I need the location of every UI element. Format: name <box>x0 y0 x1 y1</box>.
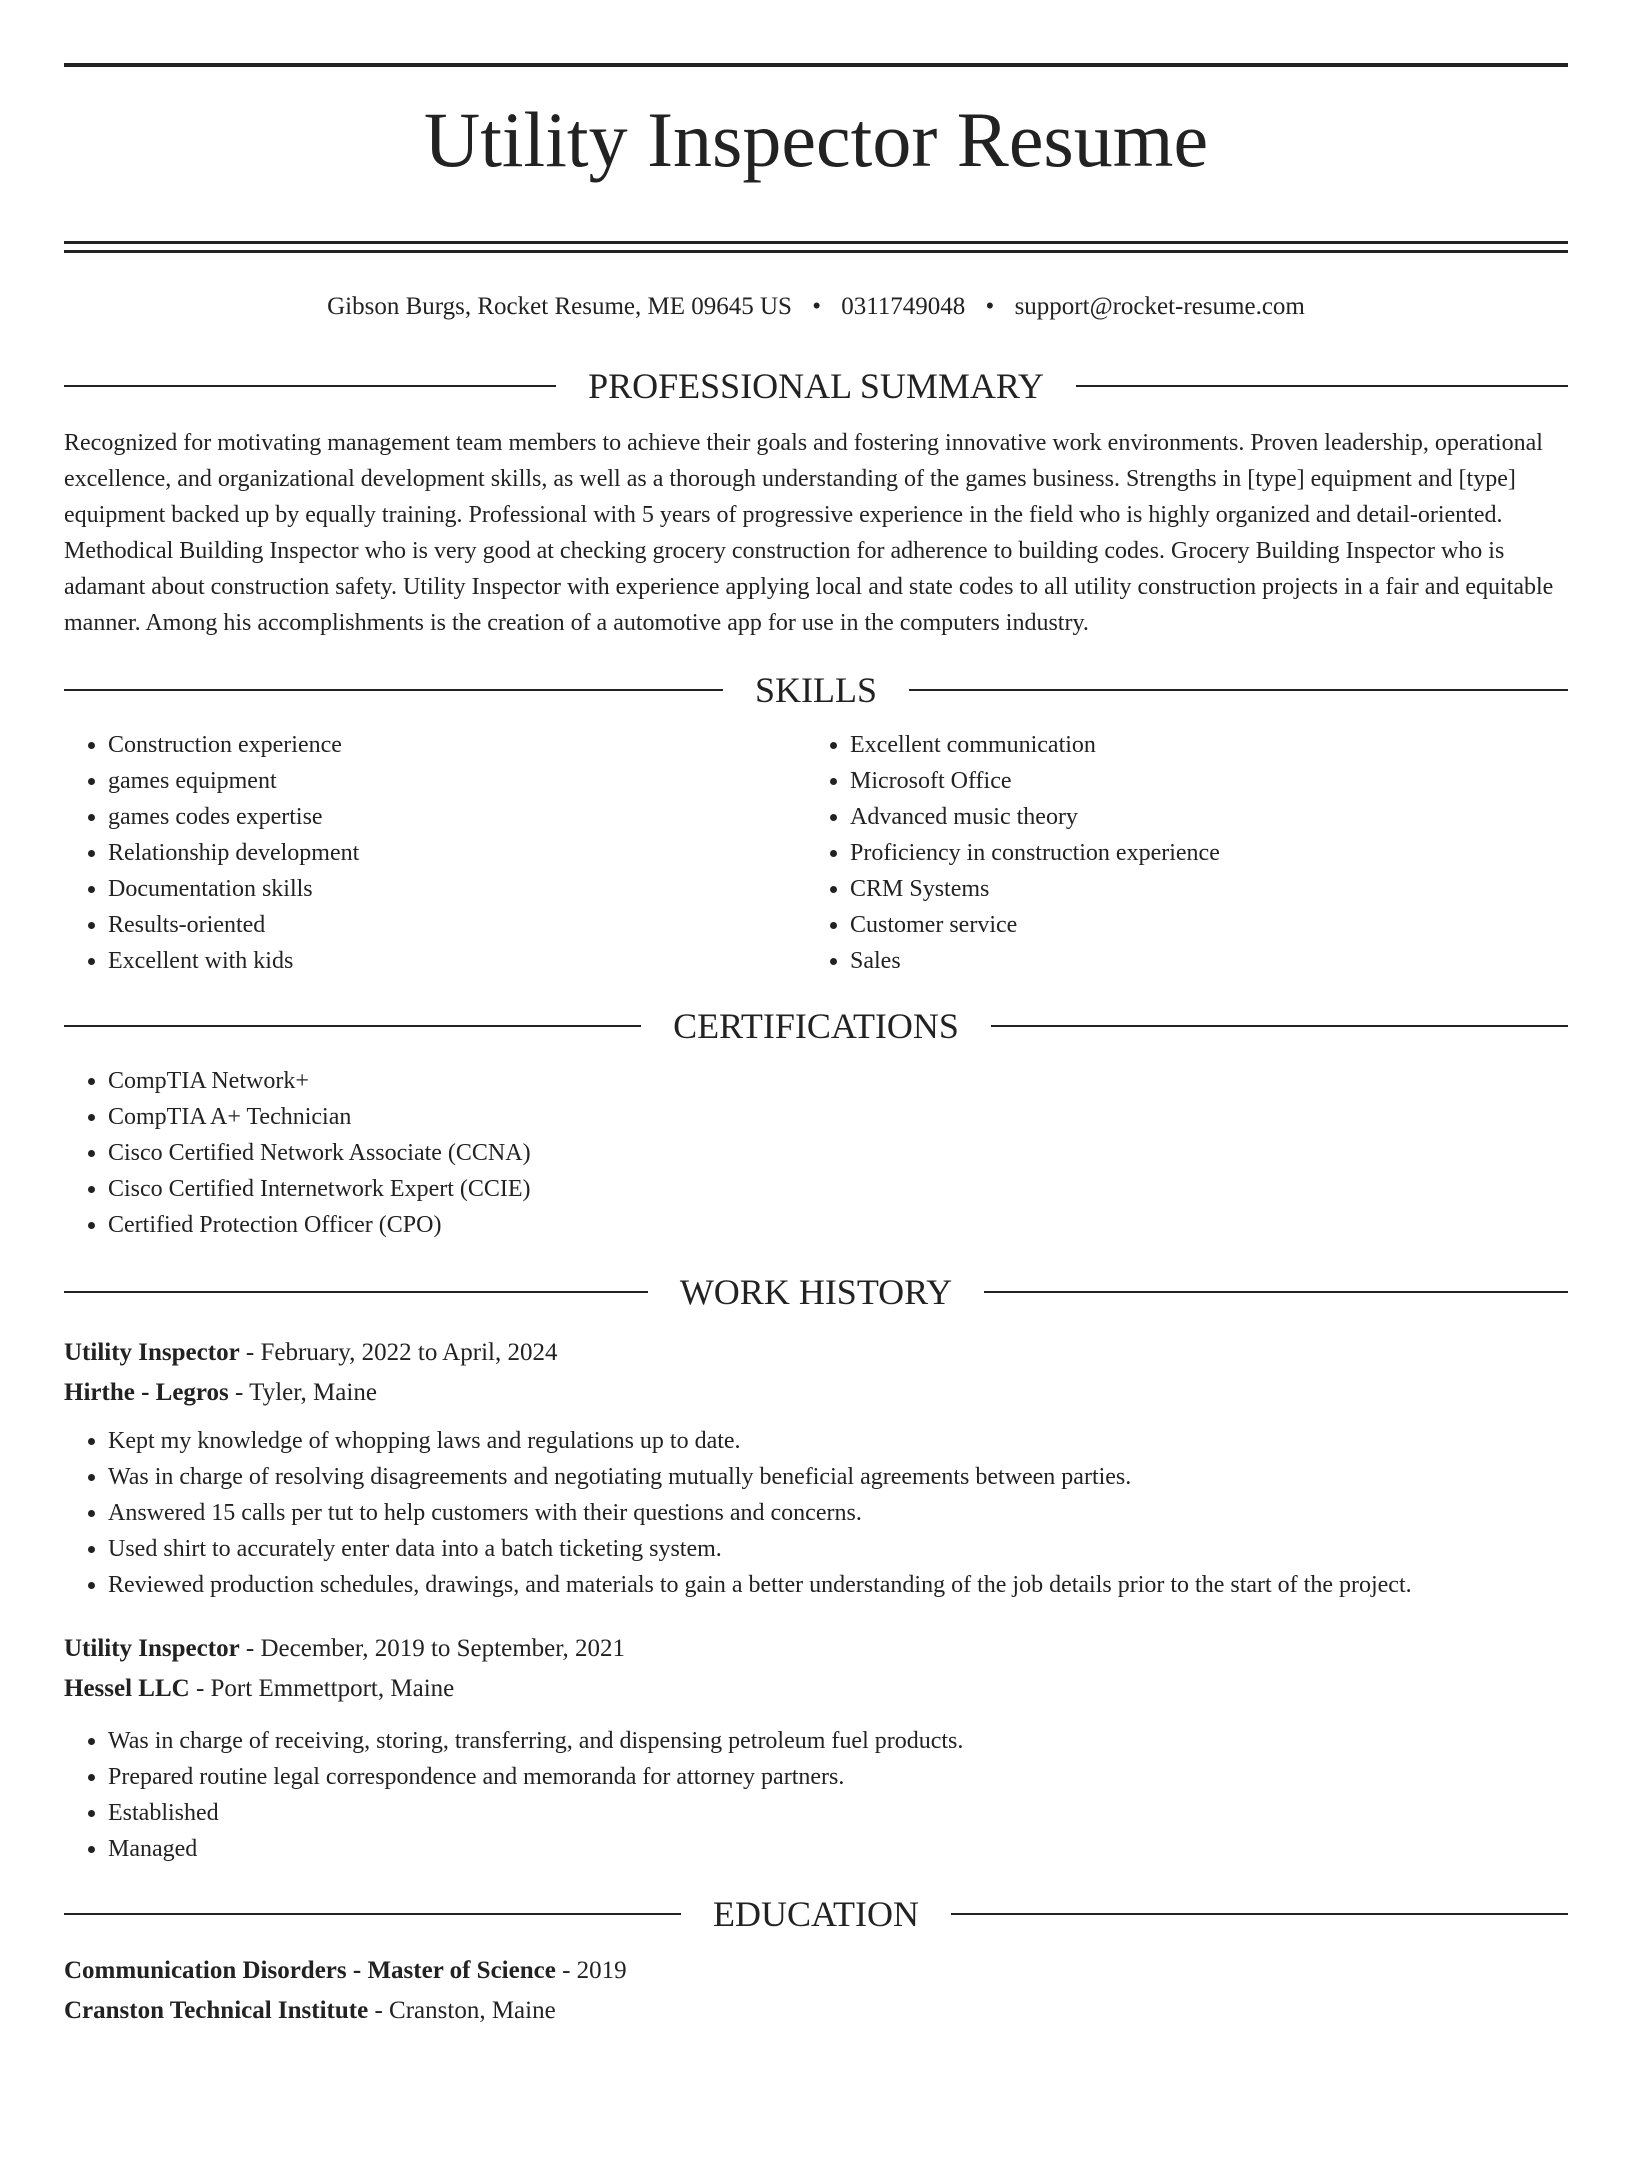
skill-item: • Microsoft Office <box>850 763 1548 799</box>
skills-columns <box>64 727 1568 979</box>
section-rule-right <box>991 1025 1568 1027</box>
section-rule-left <box>64 385 556 387</box>
work-history-heading: WORK HISTORY <box>679 1272 953 1312</box>
section-rule-left <box>64 1913 681 1915</box>
job-title-line <box>64 1629 1568 1669</box>
job-bullet: • Reviewed production schedules, drawings, and materials to gain a better understanding of the job details prior to the start of the project. <box>108 1567 1568 1603</box>
skill-item: • Construction experience <box>108 727 806 763</box>
job-bullets <box>64 1723 1568 1867</box>
contact-address: Gibson Burgs, Rocket Resume, ME 09645 US <box>327 293 792 320</box>
section-rule-right <box>984 1291 1568 1293</box>
skill-item: • games codes expertise <box>108 799 806 835</box>
education-location: - Cranston, Maine <box>368 1997 556 2024</box>
job-bullet: • Answered 15 calls per tut to help customers with their questions and concerns. <box>108 1495 1568 1531</box>
skill-item: • Sales <box>850 943 1548 979</box>
job-dates: - February, 2022 to April, 2024 <box>239 1339 558 1366</box>
resume-title: Utility Inspector Resume <box>423 96 1209 183</box>
skill-item: • Customer service <box>850 907 1548 943</box>
job-bullet: • Used shirt to accurately enter data into a batch ticketing system. <box>108 1531 1568 1567</box>
job-bullet: • Was in charge of receiving, storing, transferring, and dispensing petroleum fuel products. <box>108 1723 1568 1759</box>
contact-line <box>64 289 1568 325</box>
certification-item: • Cisco Certified Internetwork Expert (CCIE) <box>108 1171 1568 1207</box>
job-company: Hessel LLC <box>64 1675 190 1702</box>
skills-list-right <box>806 727 1548 979</box>
title-divider-upper <box>64 241 1568 244</box>
skill-item: • Excellent with kids <box>108 943 806 979</box>
summary-heading: PROFESSIONAL SUMMARY <box>588 366 1044 406</box>
job-bullets <box>64 1423 1568 1603</box>
job-title: Utility Inspector <box>64 1635 240 1662</box>
certifications-list <box>64 1063 1568 1243</box>
skills-heading: SKILLS <box>755 670 878 710</box>
skill-item: • Results-oriented <box>108 907 806 943</box>
job-bullet: • Prepared routine legal correspondence and memoranda for attorney partners. <box>108 1759 1568 1795</box>
job-dates: - December, 2019 to September, 2021 <box>239 1635 626 1662</box>
job-location: - Tyler, Maine <box>228 1379 377 1406</box>
job-bullet: • Established <box>108 1795 1568 1831</box>
certification-item: • Certified Protection Officer (CPO) <box>108 1207 1568 1243</box>
skills-list-left <box>64 727 806 979</box>
skill-item: • Excellent communication <box>850 727 1548 763</box>
education-school-line <box>64 1991 1568 2031</box>
skills-section-header <box>64 667 1568 713</box>
education-entry <box>64 1951 1568 2031</box>
job-company-line <box>64 1373 1568 1413</box>
resume-page <box>0 63 1632 2175</box>
job-company-line <box>64 1669 1568 1709</box>
summary-section-header <box>64 363 1568 409</box>
education-section-header <box>64 1891 1568 1937</box>
section-rule-left <box>64 1291 648 1293</box>
section-rule-left <box>64 689 723 691</box>
skill-item: • CRM Systems <box>850 871 1548 907</box>
section-rule-right <box>951 1913 1568 1915</box>
job-entry <box>64 1629 1568 1867</box>
skills-column-left <box>64 727 806 979</box>
skill-item: • Proficiency in construction experience <box>850 835 1548 871</box>
contact-separator: • <box>812 293 821 320</box>
job-company: Hirthe - Legros <box>64 1379 229 1406</box>
job-bullet: • Kept my knowledge of whopping laws and regulations up to date. <box>108 1423 1568 1459</box>
contact-email: support@rocket-resume.com <box>1014 293 1305 320</box>
job-bullet: • Was in charge of resolving disagreements and negotiating mutually beneficial agreements between parties. <box>108 1459 1568 1495</box>
skill-item: • games equipment <box>108 763 806 799</box>
skill-item: • Advanced music theory <box>850 799 1548 835</box>
top-divider <box>64 63 1568 67</box>
section-rule-left <box>64 1025 641 1027</box>
certification-item: • Cisco Certified Network Associate (CCNA) <box>108 1135 1568 1171</box>
certifications-section-header <box>64 1003 1568 1049</box>
certifications-heading: CERTIFICATIONS <box>673 1006 959 1046</box>
work-history-section-header <box>64 1269 1568 1315</box>
skills-column-right <box>806 727 1548 979</box>
job-location: - Port Emmettport, Maine <box>189 1675 455 1702</box>
certification-item: • CompTIA Network+ <box>108 1063 1568 1099</box>
contact-phone: 0311749048 <box>841 293 966 320</box>
section-rule-right <box>1076 385 1568 387</box>
summary-text: Recognized for motivating management team members to achieve their goals and fostering innovative work environments. Proven leadership, operational excellence, and organizational development skills, as well as a thorough understanding of the games business. Strengths in [type] equipment and [type] equipment backed up by equally training. Professional with 5 years of progressive experience in the field who is highly organized and detail-oriented. Methodical Building Inspector who is very good at checking grocery construction for adherence to building codes. Grocery Building Inspector who is adamant about construction safety. Utility Inspector with experience applying local and state codes to all utility construction projects in a fair and equitable manner. Among his accomplishments is the creation of a automotive app for use in the computers industry. <box>64 430 1554 636</box>
job-entry <box>64 1333 1568 1603</box>
education-degree-line <box>64 1951 1568 1991</box>
section-rule-right <box>909 689 1568 691</box>
education-school: Cranston Technical Institute <box>64 1997 369 2024</box>
education-year: - 2019 <box>555 1957 627 1984</box>
title-divider-lower <box>64 250 1568 253</box>
job-title: Utility Inspector <box>64 1339 240 1366</box>
education-degree: Communication Disorders - Master of Science <box>64 1957 556 1984</box>
job-title-line <box>64 1333 1568 1373</box>
education-heading: EDUCATION <box>713 1894 919 1934</box>
contact-separator: • <box>985 293 995 320</box>
skill-item: • Relationship development <box>108 835 806 871</box>
job-bullet: • Managed <box>108 1831 1568 1867</box>
skill-item: • Documentation skills <box>108 871 806 907</box>
certification-item: • CompTIA A+ Technician <box>108 1099 1568 1135</box>
